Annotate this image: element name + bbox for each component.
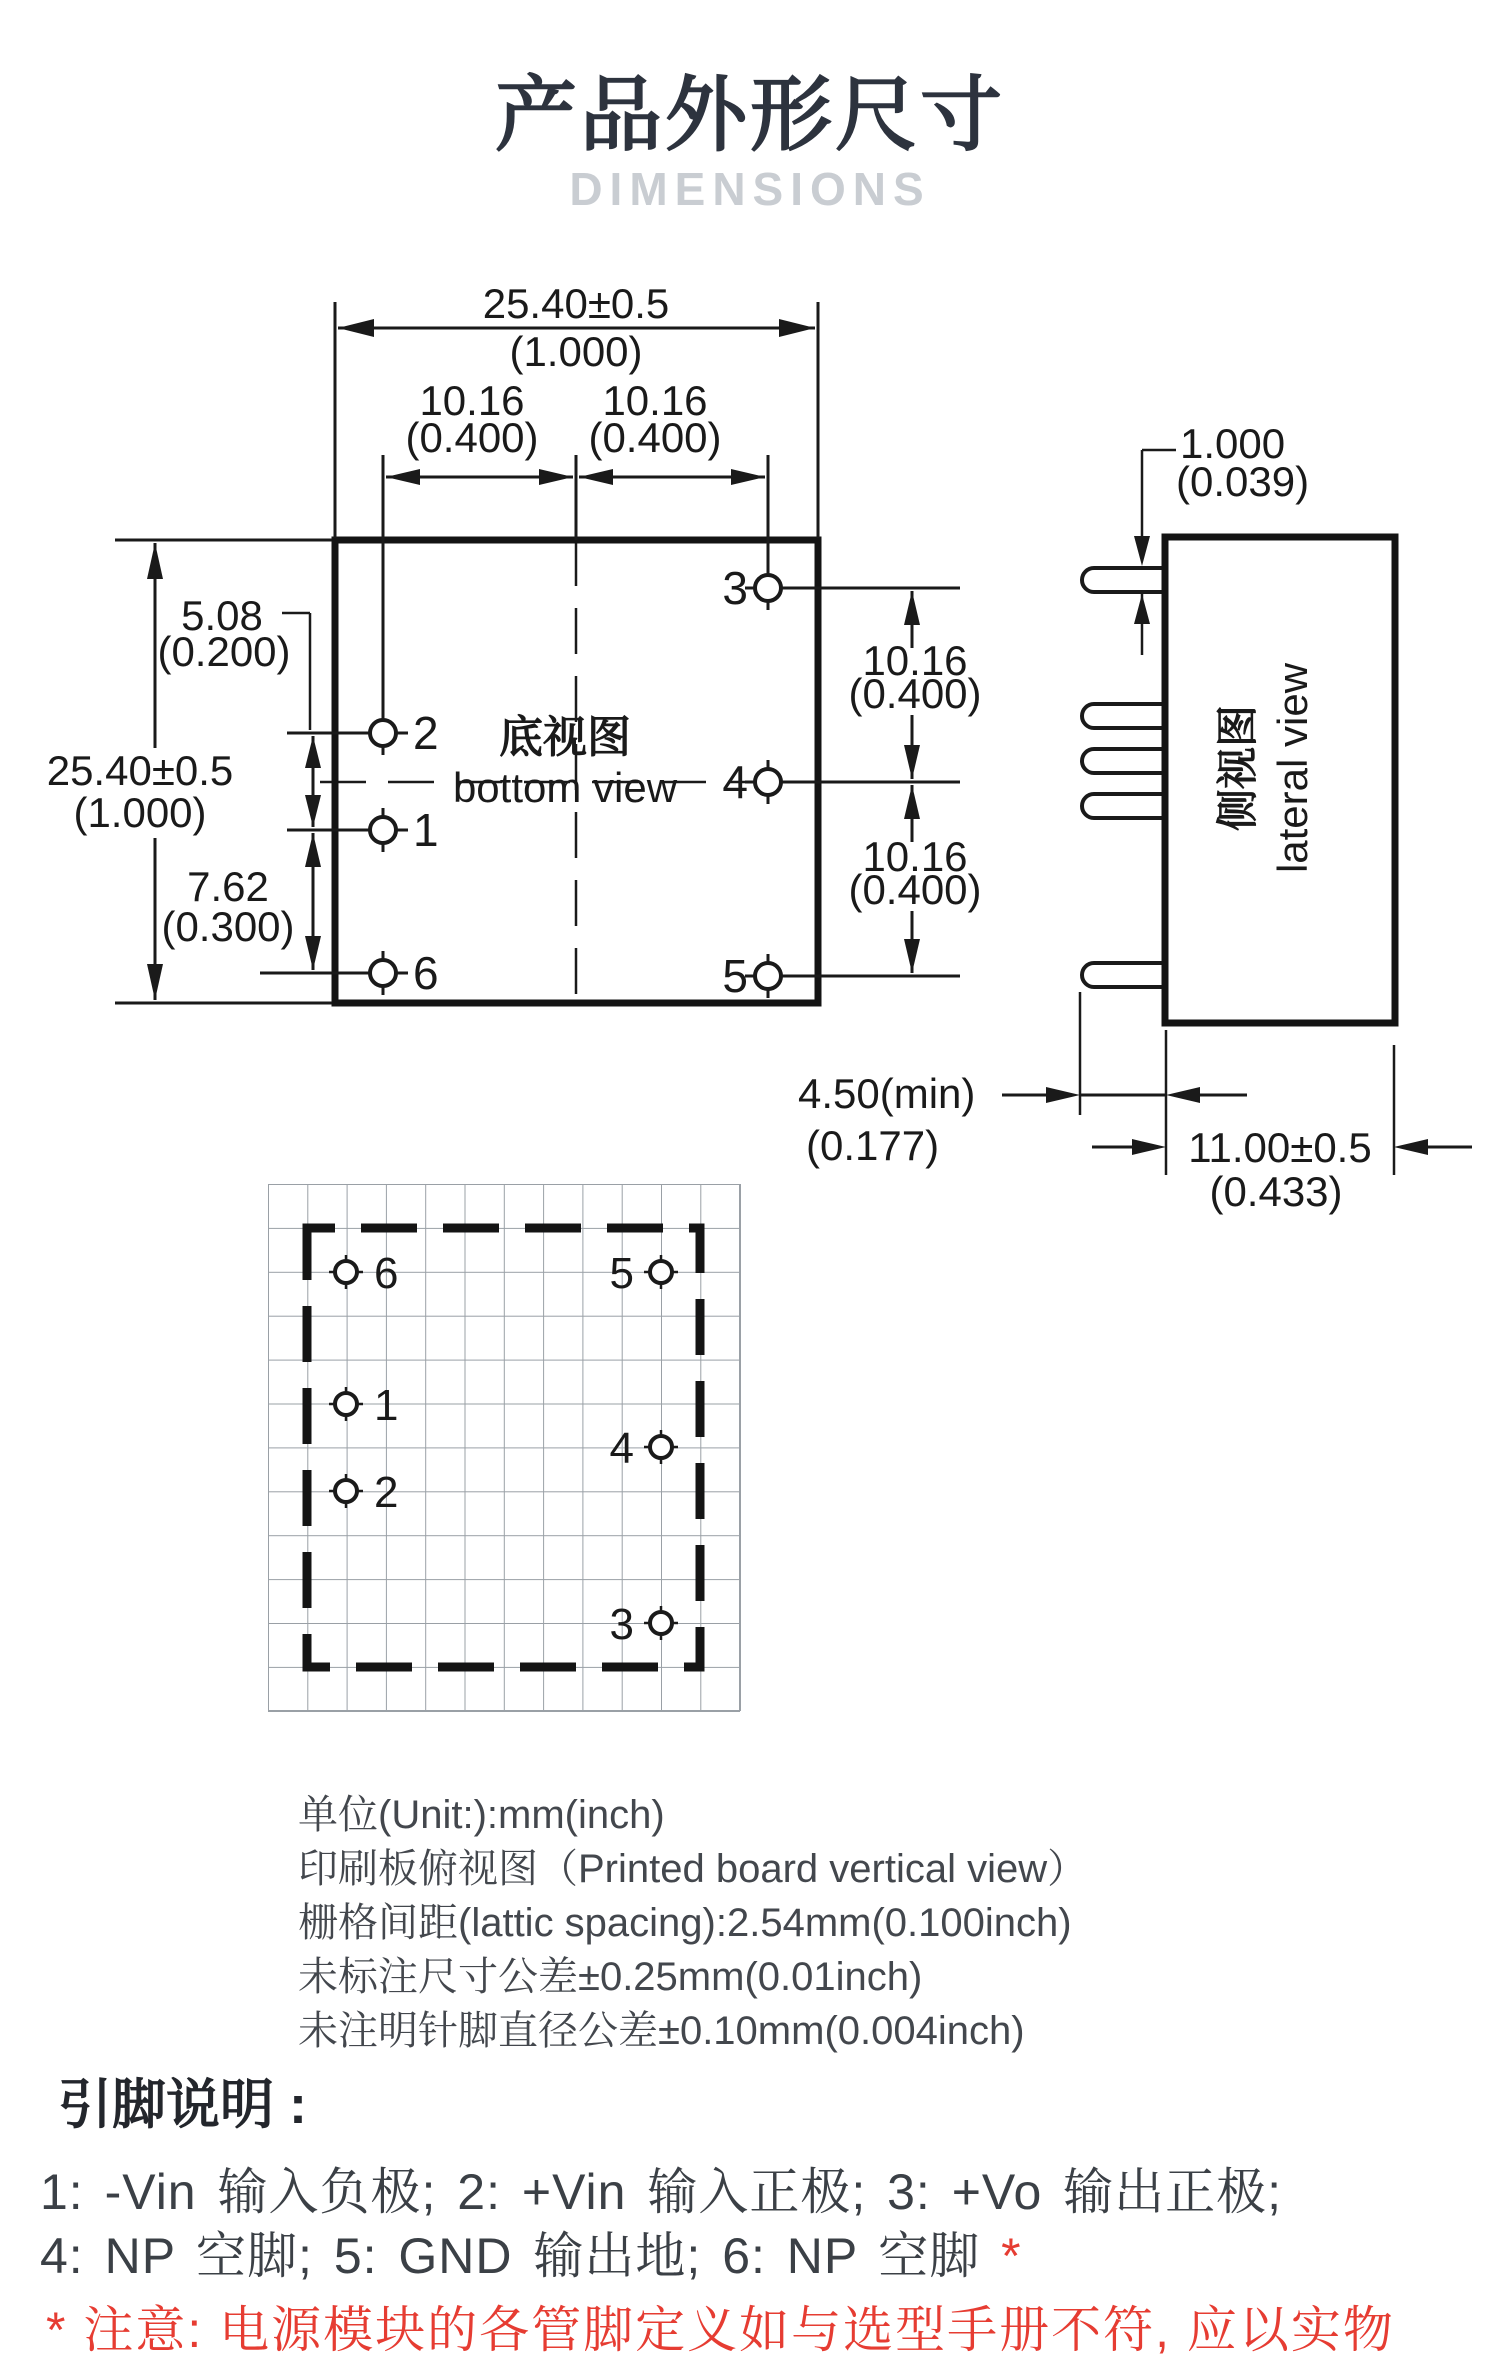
pcb-pin-3 [650, 1612, 672, 1634]
bv-pin-6 [370, 960, 396, 986]
dim-pitch-left-mm: 10.16 [419, 377, 525, 424]
dim-height-in: (1.000) [73, 789, 207, 836]
bottom-view [47, 280, 982, 1003]
bv-pin-label-1: 1 [413, 804, 439, 856]
pin-description-line1: 1: -Vin 输入负极; 2: +Vin 输入正极; 3: +Vo 输出正极; [40, 2164, 1283, 2220]
bv-pin-label-2: 2 [413, 707, 439, 759]
dim-p2p1-mm: 5.08 [181, 592, 263, 639]
dim-pitch-right-mm: 10.16 [602, 377, 708, 424]
pcb-pin-label-6: 6 [374, 1249, 399, 1298]
dim-pin-len-mm: 4.50(min) [798, 1070, 976, 1117]
bv-pin-2 [370, 720, 396, 746]
pcb-pin-5 [650, 1261, 672, 1283]
note-dim-tolerance: 未标注尺寸公差±0.25mm(0.01inch) [298, 1955, 923, 1999]
dim-depth-mm: 11.00±0.5 [1188, 1124, 1372, 1171]
dim-width-mm: 25.40±0.5 [482, 280, 670, 327]
page-title: 产品外形尺寸 [494, 70, 1005, 161]
pcb-view [268, 1184, 740, 1711]
pcb-pin-1 [335, 1393, 357, 1415]
dim-p1p6-in: (0.300) [161, 903, 295, 950]
dim-p3p4-mm: 10.16 [862, 637, 968, 684]
pcb-pin-2 [335, 1480, 357, 1502]
dim-p4p5-in: (0.400) [848, 866, 982, 913]
dim-height-mm: 25.40±0.5 [46, 747, 234, 794]
pcb-pin-6 [335, 1261, 357, 1283]
footnote-asterisk: * [1001, 2228, 1022, 2284]
dim-pin-len-in: (0.177) [806, 1122, 940, 1169]
lateral-view [798, 420, 1472, 1215]
note-pin-tolerance: 未注明针脚直径公差±0.10mm(0.004inch) [298, 2009, 1025, 2053]
bottom-view-label-en: bottom view [452, 764, 678, 811]
bv-pin-label-3: 3 [722, 562, 748, 614]
note-board-view: 印刷板俯视图（Printed board vertical view） [298, 1847, 1088, 1891]
bv-pin-5 [755, 963, 781, 989]
dim-pitch-right-in: (0.400) [588, 414, 722, 461]
dim-p3p4-in: (0.400) [848, 670, 982, 717]
dim-p2p1-in: (0.200) [157, 628, 291, 675]
bv-pin-4 [755, 769, 781, 795]
bv-pin-3 [755, 575, 781, 601]
dim-p4p5-mm: 10.16 [862, 833, 968, 880]
bv-pin-label-4: 4 [722, 756, 748, 808]
pcb-pin-label-2: 2 [374, 1468, 399, 1517]
pcb-pin-label-3: 3 [609, 1600, 634, 1649]
dim-width-in: (1.000) [509, 328, 643, 375]
pin-description-line2 [40, 2216, 1022, 2288]
bv-pin-1 [370, 817, 396, 843]
lateral-view-label-zh: 侧视图 [1214, 704, 1261, 832]
dim-p1p6-mm: 7.62 [187, 863, 269, 910]
pcb-pin-4 [650, 1436, 672, 1458]
page-subtitle: DIMENSIONS [569, 163, 931, 215]
bottom-view-label-zh: 底视图 [499, 713, 631, 762]
dim-pitch-left-in: (0.400) [405, 414, 539, 461]
bv-pin-label-6: 6 [413, 947, 439, 999]
pin-description-heading: 引脚说明 : [58, 2075, 307, 2135]
pcb-pin-label-1: 1 [374, 1381, 399, 1430]
lateral-view-label-en: lateral view [1269, 662, 1316, 874]
warning-note: * 注意: 电源模块的各管脚定义如与选型手册不符, 应以实物 [46, 2302, 1395, 2358]
pcb-pin-label-4: 4 [609, 1424, 634, 1473]
drawing-notes [298, 1788, 1087, 2058]
dim-depth-in: (0.433) [1209, 1168, 1343, 1215]
pcb-pin-label-5: 5 [609, 1249, 634, 1298]
bv-pin-label-5: 5 [722, 950, 748, 1002]
dim-pin-w-in: (0.039) [1176, 458, 1310, 505]
dim-pin-w-mm: 1.000 [1180, 420, 1286, 467]
note-units: 单位(Unit:):mm(inch) [298, 1793, 665, 1837]
pin-description-line2-text: 4: NP 空脚; 5: GND 输出地; 6: NP 空脚 [40, 2228, 981, 2284]
note-lattice-spacing: 栅格间距(lattic spacing):2.54mm(0.100inch) [298, 1901, 1072, 1945]
